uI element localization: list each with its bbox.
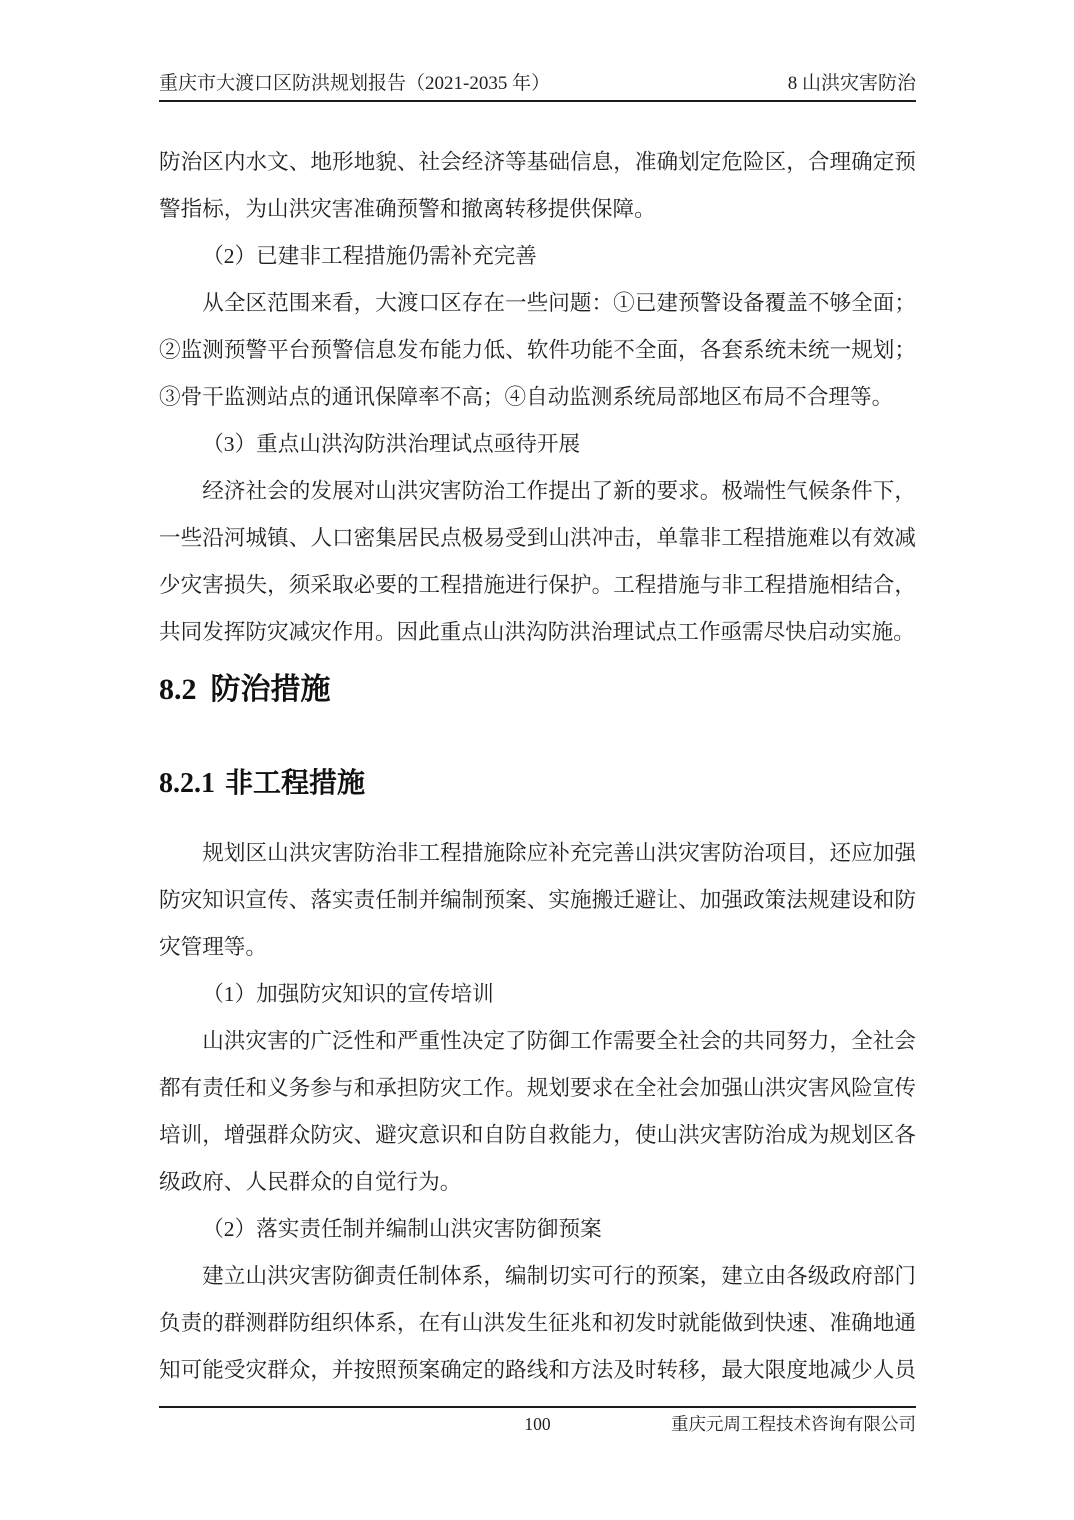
section-title: 防治措施 bbox=[210, 673, 331, 706]
body-line: 负责的群测群防组织体系，在有山洪发生征兆和初发时就能做到快速、准确地通 bbox=[159, 1311, 916, 1335]
body-line: 都有责任和义务参与和承担防灾工作。规划要求在全社会加强山洪灾害风险宣传 bbox=[159, 1076, 916, 1100]
footer-rule bbox=[159, 1406, 916, 1408]
body-line: 警指标，为山洪灾害准确预警和撤离转移提供保障。 bbox=[159, 197, 656, 221]
body-line: 经济社会的发展对山洪灾害防治工作提出了新的要求。极端性气候条件下， bbox=[202, 479, 916, 503]
body-line: ②监测预警平台预警信息发布能力低、软件功能不全面，各套系统未统一规划； bbox=[159, 338, 916, 362]
section-title: 非工程措施 bbox=[225, 767, 366, 798]
body-line: 建立山洪灾害防御责任制体系，编制切实可行的预案，建立由各级政府部门 bbox=[202, 1264, 916, 1288]
body-line: 级政府、人民群众的自觉行为。 bbox=[159, 1170, 462, 1194]
header-rule bbox=[159, 100, 916, 102]
section-number: 8.2.1 bbox=[159, 768, 215, 799]
body-line: （2）已建非工程措施仍需补充完善 bbox=[202, 244, 537, 268]
page-footer bbox=[159, 1412, 916, 1436]
body-line: 从全区范围来看，大渡口区存在一些问题：①已建预警设备覆盖不够全面； bbox=[202, 291, 916, 315]
body-line: 规划区山洪灾害防治非工程措施除应补充完善山洪灾害防治项目，还应加强 bbox=[202, 841, 916, 865]
body-line: 防灾知识宣传、落实责任制并编制预案、实施搬迁避让、加强政策法规建设和防 bbox=[159, 888, 916, 912]
body-line: （2）落实责任制并编制山洪灾害防御预案 bbox=[202, 1217, 602, 1241]
body-line: （1）加强防灾知识的宣传培训 bbox=[202, 982, 494, 1006]
body-line: 共同发挥防灾减灾作用。因此重点山洪沟防洪治理试点工作亟需尽快启动实施。 bbox=[159, 620, 915, 644]
section-heading bbox=[159, 666, 916, 713]
body-line: 防治区内水文、地形地貌、社会经济等基础信息，准确划定危险区，合理确定预 bbox=[159, 150, 916, 174]
header-report-title: 重庆市大渡口区防洪规划报告（2021-2035 年） bbox=[159, 73, 551, 94]
body-line: 山洪灾害的广泛性和严重性决定了防御工作需要全社会的共同努力，全社会 bbox=[202, 1029, 916, 1053]
footer-company-name: 重庆元周工程技术咨询有限公司 bbox=[671, 1414, 916, 1434]
body-line: 一些沿河城镇、人口密集居民点极易受到山洪冲击，单靠非工程措施难以有效减 bbox=[159, 526, 916, 550]
page-number: 100 bbox=[524, 1414, 551, 1434]
body-line: 灾管理等。 bbox=[159, 935, 267, 959]
content bbox=[159, 139, 916, 1394]
subsection-heading bbox=[159, 759, 916, 806]
section-number: 8.2 bbox=[159, 673, 197, 706]
body-line: 知可能受灾群众，并按照预案确定的路线和方法及时转移，最大限度地减少人员 bbox=[159, 1358, 916, 1382]
body-line: 培训，增强群众防灾、避灾意识和自防自救能力，使山洪灾害防治成为规划区各 bbox=[159, 1123, 916, 1147]
page-header bbox=[159, 72, 916, 96]
body-line: ③骨干监测站点的通讯保障率不高；④自动监测系统局部地区布局不合理等。 bbox=[159, 385, 894, 409]
body-line: 少灾害损失，须采取必要的工程措施进行保护。工程措施与非工程措施相结合， bbox=[159, 573, 916, 597]
header-chapter-title: 8 山洪灾害防治 bbox=[787, 73, 916, 94]
body-line: （3）重点山洪沟防洪治理试点亟待开展 bbox=[202, 432, 581, 456]
